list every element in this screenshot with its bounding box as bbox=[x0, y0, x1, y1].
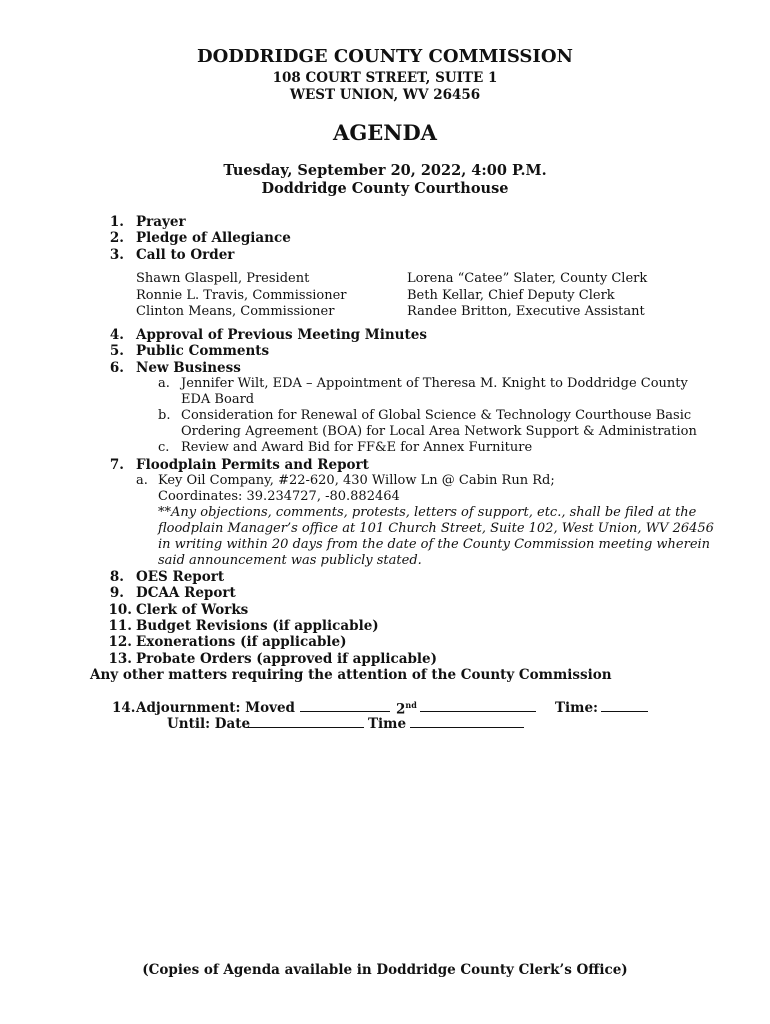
item-label: Floodplain Permits and Report bbox=[136, 457, 369, 473]
item-label: Pledge of Allegiance bbox=[136, 230, 291, 246]
item-label: Exonerations (if applicable) bbox=[136, 634, 347, 650]
item-label: New Business bbox=[136, 360, 241, 376]
item-label: OES Report bbox=[136, 569, 225, 585]
permit-text: Key Oil Company, #22-620, 430 Willow Ln @ Cabin Run Rd; bbox=[158, 473, 555, 488]
item-number: 8. bbox=[109, 569, 124, 585]
until-label: Until: Date bbox=[167, 716, 251, 732]
time-label: Time: bbox=[555, 700, 599, 716]
official-name: Randee Britton, Executive Assistant bbox=[407, 304, 645, 319]
item-number: 3. bbox=[109, 247, 124, 263]
address-line-1: 108 COURT STREET, SUITE 1 bbox=[272, 70, 498, 86]
item-number: 1. bbox=[109, 214, 124, 230]
official-name: Lorena “Catee” Slater, County Clerk bbox=[407, 271, 648, 286]
item-label: Probate Orders (approved if applicable) bbox=[136, 651, 438, 667]
second-number: 2 bbox=[396, 701, 406, 718]
item-number: 12. bbox=[108, 634, 132, 650]
time2-label: Time bbox=[368, 716, 407, 732]
sub-item-letter: b. bbox=[158, 408, 171, 423]
notice-text: said announcement was publicly stated. bbox=[158, 553, 422, 568]
agenda-title: AGENDA bbox=[333, 120, 437, 145]
item-label: Public Comments bbox=[136, 343, 270, 359]
meeting-date: Tuesday, September 20, 2022, 4:00 P.M. bbox=[223, 162, 547, 179]
item-number: 10. bbox=[108, 602, 132, 618]
second-suffix: nd bbox=[405, 700, 417, 710]
item-number: 9. bbox=[109, 585, 124, 601]
official-name: Clinton Means, Commissioner bbox=[136, 304, 335, 319]
item-label: Call to Order bbox=[136, 247, 235, 263]
second-label bbox=[396, 700, 417, 718]
second-blank[interactable] bbox=[420, 700, 536, 712]
sub-item-letter: a. bbox=[158, 376, 170, 391]
other-matters: Any other matters requiring the attention of the County Commission bbox=[90, 667, 612, 683]
sub-item-text: Jennifer Wilt, EDA – Appointment of Theresa M. Knight to Doddridge County bbox=[181, 376, 688, 391]
address-line-2: WEST UNION, WV 26456 bbox=[289, 87, 481, 103]
item-number: 4. bbox=[109, 327, 124, 343]
sub-item-text: EDA Board bbox=[181, 392, 255, 407]
notice-text: in writing within 20 days from the date of the County Commission meeting wherein bbox=[158, 537, 711, 552]
item-label: DCAA Report bbox=[136, 585, 236, 601]
item-label: Clerk of Works bbox=[136, 602, 249, 618]
official-name: Shawn Glaspell, President bbox=[136, 271, 310, 286]
sub-item-letter: a. bbox=[136, 473, 148, 488]
sub-item-text: Consideration for Renewal of Global Science & Technology Courthouse Basic bbox=[181, 408, 692, 423]
official-name: Beth Kellar, Chief Deputy Clerk bbox=[407, 288, 615, 303]
item-label: Budget Revisions (if applicable) bbox=[136, 618, 379, 634]
item-number: 13. bbox=[108, 651, 132, 667]
item-number: 5. bbox=[109, 343, 124, 359]
notice-text: floodplain Manager’s office at 101 Church Street, Suite 102, West Union, WV 26456 bbox=[158, 521, 714, 536]
sub-item-letter: c. bbox=[158, 440, 170, 455]
adjournment-label: Adjournment: Moved bbox=[136, 700, 295, 716]
org-name: DODDRIDGE COUNTY COMMISSION bbox=[197, 46, 573, 67]
coordinates-text: Coordinates: 39.234727, -80.882464 bbox=[158, 489, 400, 504]
item-number: 2. bbox=[109, 230, 124, 246]
meeting-location: Doddridge County Courthouse bbox=[261, 180, 509, 197]
notice-text: **Any objections, comments, protests, letters of support, etc., shall be filed at the bbox=[158, 505, 697, 520]
item-number: 14. bbox=[112, 700, 136, 716]
item-number: 11. bbox=[108, 618, 132, 634]
time2-blank[interactable] bbox=[410, 716, 524, 728]
date-blank[interactable] bbox=[246, 716, 364, 728]
official-name: Ronnie L. Travis, Commissioner bbox=[136, 288, 347, 303]
sub-item-text: Ordering Agreement (BOA) for Local Area Network Support & Administration bbox=[181, 424, 697, 439]
footer-note: (Copies of Agenda available in Doddridge County Clerk’s Office) bbox=[142, 962, 628, 978]
item-label: Approval of Previous Meeting Minutes bbox=[136, 327, 427, 343]
item-label: Prayer bbox=[136, 214, 186, 230]
moved-blank[interactable] bbox=[300, 700, 390, 712]
sub-item-text: Review and Award Bid for FF&E for Annex Furniture bbox=[181, 440, 533, 455]
time-blank[interactable] bbox=[601, 700, 648, 712]
item-number: 7. bbox=[109, 457, 124, 473]
item-number: 6. bbox=[109, 360, 124, 376]
